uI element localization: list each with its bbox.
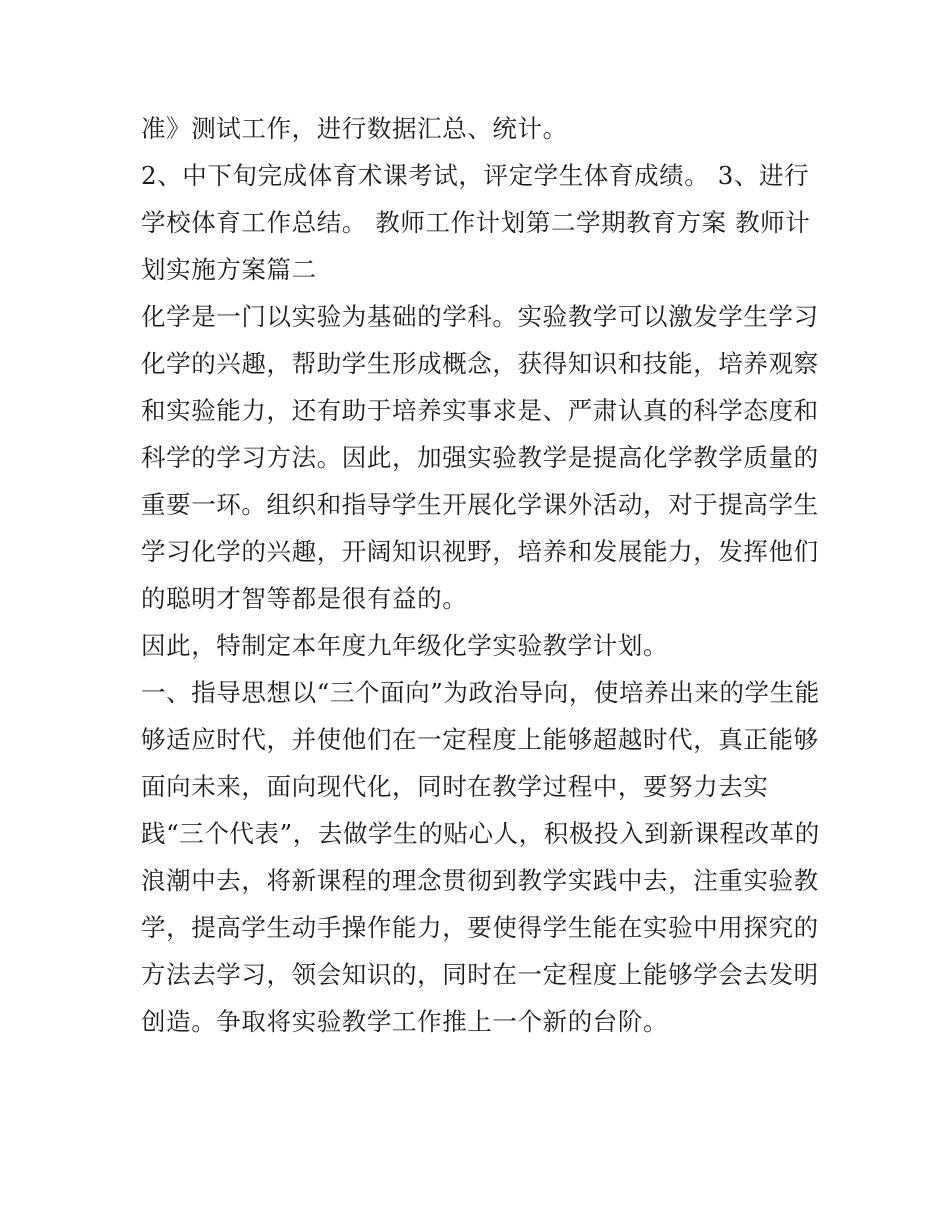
text-line: 学校体育工作总结。 教师工作计划第二学期教育方案 教师计 xyxy=(141,208,811,237)
document-body-text xyxy=(141,105,821,1045)
text-line: 创造。争取将实验教学工作推上一个新的台阶。 xyxy=(141,1007,669,1036)
text-line: 科学的学习方法。因此，加强实验教学是提高化学教学质量的 xyxy=(141,443,819,472)
text-line: 重要一环。组织和指导学生开展化学课外活动，对于提高学生 xyxy=(141,490,819,519)
text-line: 践“三个代表”，去做学生的贴心人，积极投入到新课程改革的 xyxy=(141,819,820,848)
text-line: 浪潮中去，将新课程的理念贯彻到教学实践中去，注重实验教 xyxy=(141,866,819,895)
text-line: 化学是一门以实验为基础的学科。实验教学可以激发学生学习 xyxy=(141,302,819,331)
text-line: 划实施方案篇二 xyxy=(141,255,317,284)
text-line: 方法去学习，领会知识的，同时在一定程度上能够学会去发明 xyxy=(141,960,819,989)
text-line: 够适应时代，并使他们在一定程度上能够超越时代，真正能够 xyxy=(141,725,819,754)
text-line: 准》测试工作，进行数据汇总、统计。 xyxy=(141,114,568,143)
text-line: 2、中下旬完成体育术课考试，评定学生体育成绩。 3、进行 xyxy=(141,161,810,190)
text-line: 一、指导思想以“三个面向”为政治导向，使培养出来的学生能 xyxy=(141,678,820,707)
text-line: 的聪明才智等都是很有益的。 xyxy=(141,584,468,613)
text-line: 因此，特制定本年度九年级化学实验教学计划。 xyxy=(141,631,669,660)
text-line: 和实验能力，还有助于培养实事求是、严肃认真的科学态度和 xyxy=(141,396,819,425)
text-line: 学习化学的兴趣，开阔知识视野，培养和发展能力，发挥他们 xyxy=(141,537,819,566)
text-line: 面向未来，面向现代化，同时在教学过程中，要努力去实 xyxy=(141,772,769,801)
text-line: 化学的兴趣，帮助学生形成概念，获得知识和技能，培养观察 xyxy=(141,349,819,378)
text-line: 学，提高学生动手操作能力，要使得学生能在实验中用探究的 xyxy=(141,913,819,942)
